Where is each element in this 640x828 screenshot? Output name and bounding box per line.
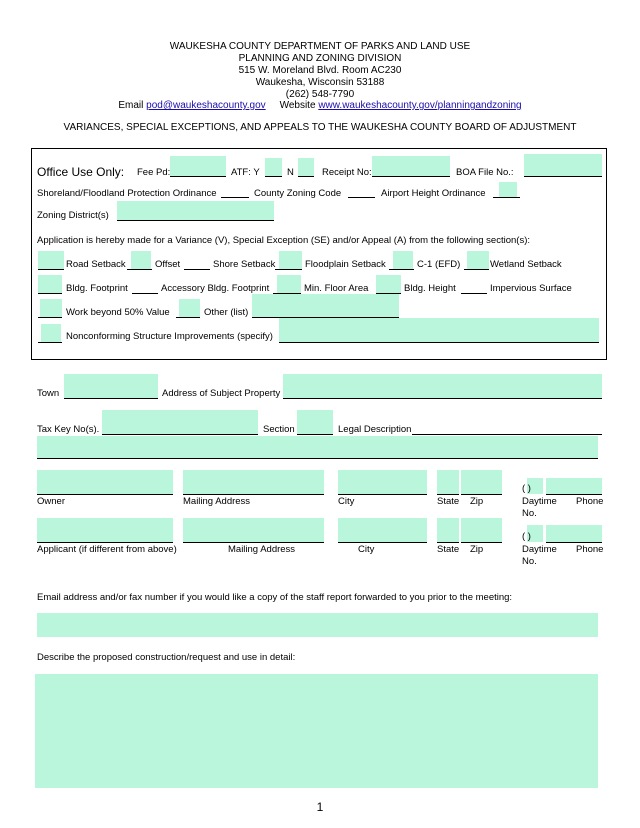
taxkey-label: Tax Key No(s). — [37, 424, 100, 435]
owner-label: Owner — [37, 496, 65, 507]
owner-city-label: City — [338, 496, 355, 507]
road-setback-field[interactable] — [38, 251, 64, 269]
taxkey-underline — [102, 434, 258, 435]
legal-description-field[interactable] — [37, 436, 598, 458]
section-label: Section — [263, 424, 295, 435]
owner-city-underline — [338, 494, 427, 495]
owner-phone-field[interactable] — [546, 478, 602, 494]
owner-zip-label: Zip — [470, 496, 484, 507]
district-label: Zoning District(s) — [37, 210, 109, 221]
owner-phone-label: Phone — [576, 496, 604, 507]
contact-line — [0, 100, 640, 112]
applicant-phone-label: Phone — [576, 544, 604, 555]
applicant-mailing-field[interactable] — [183, 518, 324, 542]
applicant-phone-field[interactable] — [546, 525, 602, 542]
owner-state-field[interactable] — [437, 470, 459, 494]
website-label: Website — [279, 100, 316, 111]
owner-paren: ( ) — [522, 483, 531, 494]
town-label: Town — [37, 388, 60, 399]
boa-label: BOA File No.: — [456, 167, 514, 178]
section-field[interactable] — [297, 410, 333, 434]
atf-label: ATF: Y — [231, 167, 260, 178]
applicant-underline — [37, 542, 173, 543]
owner-zip-underline — [461, 494, 502, 495]
legal-label: Legal Description — [338, 424, 412, 435]
wetland-field[interactable] — [467, 251, 489, 269]
city-state-zip: Waukesha, Wisconsin 53188 — [255, 77, 385, 88]
atf-n-field[interactable] — [298, 158, 314, 176]
footprint-underline — [38, 293, 62, 294]
applicant-zip-underline — [461, 542, 502, 543]
accessory-blank[interactable] — [132, 293, 158, 294]
owner-state-label: State — [437, 496, 460, 507]
owner-mailing-underline — [183, 494, 324, 495]
other-list-field[interactable] — [252, 294, 399, 317]
county-zoning-blank[interactable] — [348, 197, 375, 198]
atf-n-label: N — [287, 167, 294, 178]
office-use-title: Office Use Only: — [37, 165, 125, 179]
applicant-mailing-label: Mailing Address — [228, 544, 296, 555]
county-zoning-label: County Zoning Code — [254, 188, 342, 199]
receipt-underline — [372, 176, 450, 177]
applicant-no-label: No. — [522, 556, 537, 567]
office-phone: (262) 548-7790 — [285, 89, 355, 100]
offset-label: Offset — [155, 259, 181, 270]
shoreland-blank[interactable] — [221, 197, 249, 198]
applicant-mailing-underline — [183, 542, 324, 543]
owner-mailing-field[interactable] — [183, 470, 324, 494]
nonconforming-underline — [279, 342, 599, 343]
application-text: Application is hereby made for a Variance (V), Special Exception (SE) and/or Appeal (A) from the following section(s): — [37, 235, 531, 246]
owner-phone-underline — [546, 494, 602, 495]
boa-field[interactable] — [524, 154, 602, 176]
page-number: 1 — [316, 800, 324, 814]
district-underline — [117, 220, 274, 221]
applicant-label: Applicant (if different from above) — [37, 544, 177, 555]
height-field[interactable] — [376, 275, 401, 293]
wetland-underline — [464, 269, 489, 270]
town-field[interactable] — [64, 374, 158, 398]
nonconforming-check-field[interactable] — [41, 324, 61, 342]
footprint-field[interactable] — [38, 275, 62, 293]
applicant-zip-label: Zip — [470, 544, 484, 555]
owner-city-field[interactable] — [338, 470, 427, 494]
other-check-underline — [176, 317, 200, 318]
road-underline — [38, 269, 64, 270]
owner-zip-field[interactable] — [461, 470, 502, 494]
road-setback-label: Road Setback — [66, 259, 126, 270]
height-label: Bldg. Height — [404, 283, 456, 294]
nonconforming-label: Nonconforming Structure Improvements (specify) — [66, 331, 273, 342]
atf-y-underline — [265, 176, 282, 177]
floodplain-label: Floodplain Setback — [305, 259, 386, 270]
beyond-field[interactable] — [40, 299, 62, 317]
district-field[interactable] — [117, 201, 274, 220]
email-fax-field[interactable] — [37, 613, 598, 637]
applicant-daytime-label: Daytime — [522, 544, 557, 555]
department-name: WAUKESHA COUNTY DEPARTMENT OF PARKS AND LAND USE — [169, 41, 471, 52]
town-underline — [64, 398, 158, 399]
property-address-underline — [283, 398, 602, 399]
owner-underline — [37, 494, 173, 495]
owner-daytime-label: Daytime — [522, 496, 557, 507]
nonconforming-field[interactable] — [279, 318, 599, 342]
section-underline — [297, 434, 333, 435]
applicant-city-label: City — [358, 544, 375, 555]
c1-underline — [389, 269, 414, 270]
form-title: VARIANCES, SPECIAL EXCEPTIONS, AND APPEALS TO THE WAUKESHA COUNTY BOARD OF ADJUSTMENT — [63, 122, 577, 133]
atf-n-underline — [298, 176, 314, 177]
airport-label: Airport Height Ordinance — [381, 188, 486, 199]
fee-label: Fee Pd: — [137, 167, 171, 178]
c1-field[interactable] — [393, 251, 413, 269]
wetland-label: Wetland Setback — [490, 259, 562, 270]
airport-blank — [493, 197, 520, 198]
floor-label: Min. Floor Area — [304, 283, 369, 294]
applicant-city-underline — [338, 542, 427, 543]
offset-field[interactable] — [131, 251, 151, 269]
taxkey-field[interactable] — [102, 410, 258, 434]
accessory-label: Accessory Bldg. Footprint — [161, 283, 270, 294]
other-label: Other (list) — [204, 307, 249, 318]
applicant-field[interactable] — [37, 518, 173, 542]
property-address-field[interactable] — [283, 374, 602, 398]
email-label: Email — [118, 100, 144, 111]
applicant-phone-underline — [546, 542, 602, 543]
fee-field[interactable] — [170, 156, 226, 176]
email-link[interactable]: pod@waukeshacounty.gov — [146, 100, 266, 111]
nonconforming-check-underline — [38, 342, 62, 343]
footprint-label: Bldg. Footprint — [66, 283, 128, 294]
floodplain-field[interactable] — [279, 251, 302, 269]
applicant-state-underline — [437, 542, 459, 543]
beyond-label: Work beyond 50% Value — [66, 307, 170, 318]
email-section-label: Email address and/or fax number if you would like a copy of the staff report forwarded to you prior to the meeting: — [37, 592, 513, 603]
owner-state-underline — [437, 494, 459, 495]
receipt-field[interactable] — [372, 156, 450, 176]
describe-label: Describe the proposed construction/request and use in detail: — [37, 652, 296, 663]
division-name: PLANNING AND ZONING DIVISION — [238, 53, 402, 64]
owner-no-label: No. — [522, 508, 537, 519]
airport-field[interactable] — [499, 182, 517, 197]
applicant-city-field[interactable] — [338, 518, 427, 542]
fee-underline — [170, 176, 226, 177]
legal-underline — [412, 434, 602, 435]
applicant-state-label: State — [437, 544, 460, 555]
impervious-blank[interactable] — [461, 293, 487, 294]
offset-underline — [127, 269, 152, 270]
owner-mailing-label: Mailing Address — [183, 496, 251, 507]
receipt-label: Receipt No: — [322, 167, 372, 178]
other-check-field[interactable] — [179, 299, 200, 317]
c1-label: C-1 (EFD) — [417, 259, 461, 270]
applicant-zip-field[interactable] — [461, 518, 502, 542]
boa-underline — [524, 176, 602, 177]
floodplain-underline — [275, 269, 302, 270]
owner-field[interactable] — [37, 470, 173, 494]
shoreland-label: Shoreland/Floodland Protection Ordinance — [37, 188, 217, 199]
website-link[interactable]: www.waukeshacounty.gov/planningandzoning — [318, 100, 522, 111]
atf-y-field[interactable] — [265, 158, 282, 176]
street-address: 515 W. Moreland Blvd. Room AC230 — [238, 65, 402, 76]
legal-description-underline — [37, 458, 598, 459]
applicant-paren: ( ) — [522, 531, 531, 542]
applicant-state-field[interactable] — [437, 518, 459, 542]
impervious-label: Impervious Surface — [490, 283, 572, 294]
shore-setback-label: Shore Setback — [213, 259, 276, 270]
address-label: Address of Subject Property — [162, 388, 281, 399]
describe-field[interactable] — [35, 674, 598, 788]
shore-blank[interactable] — [184, 269, 210, 270]
beyond-underline — [38, 317, 62, 318]
floor-field[interactable] — [277, 275, 301, 293]
